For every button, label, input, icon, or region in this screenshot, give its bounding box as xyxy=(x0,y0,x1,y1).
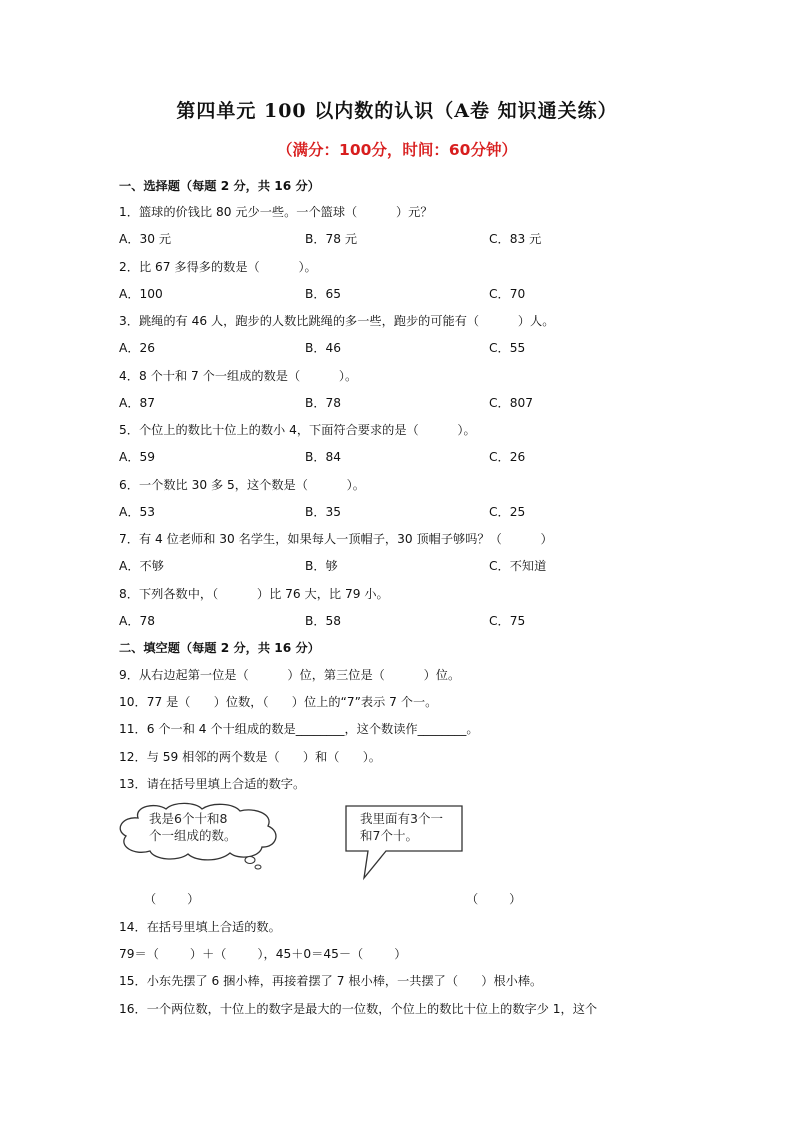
option-a: A．不够 xyxy=(119,559,164,573)
question-8: 8．下列各数中，（ ）比 76 大，比 79 小。 xyxy=(119,587,389,601)
question-15: 15．小东先摆了 6 捆小棒，再接着摆了 7 根小棒，一共摆了（ ）根小棒。 xyxy=(119,974,543,988)
question-7: 7．有 4 位老师和 30 名学生，如果每人一顶帽子，30 顶帽子够吗？（ ） xyxy=(119,532,553,546)
option-c: C．807 xyxy=(489,396,533,410)
option-c: C．83 元 xyxy=(489,232,542,246)
option-b: B．35 xyxy=(305,505,342,519)
question-14: 14．在括号里填上合适的数。 xyxy=(119,920,281,934)
option-b: B．78 元 xyxy=(305,232,358,246)
section-heading-choice: 一、选择题（每题 2 分，共 16 分） xyxy=(119,179,320,193)
option-b: B．84 xyxy=(305,450,342,464)
option-c: C．不知道 xyxy=(489,559,547,573)
option-a: A．53 xyxy=(119,505,156,519)
option-b: B．46 xyxy=(305,341,342,355)
option-c: C．70 xyxy=(489,287,526,301)
page-subtitle: （满分：100分，时间：60分钟） xyxy=(277,141,517,159)
question-6: 6．一个数比 30 多 5，这个数是（ ）。 xyxy=(119,478,365,492)
question-13: 13．请在括号里填上合适的数字。 xyxy=(119,777,306,791)
option-a: A．26 xyxy=(119,341,156,355)
question-9: 9．从右边起第一位是（ ）位，第三位是（ ）位。 xyxy=(119,668,461,682)
section-heading-fill: 二、填空题（每题 2 分，共 16 分） xyxy=(119,641,320,655)
question-10: 10．77 是（ ）位数，（ ）位上的“7”表示 7 个一。 xyxy=(119,695,438,709)
option-b: B．58 xyxy=(305,614,342,628)
question-1: 1．篮球的价钱比 80 元少一些。一个篮球（ ）元？ xyxy=(119,205,433,219)
question-16: 16．一个两位数，十位上的数字是最大的一位数，个位上的数比十位上的数字少 1，这个 xyxy=(119,1002,598,1016)
answer-paren-left[interactable]: （ ） xyxy=(144,892,200,906)
option-b: B．78 xyxy=(305,396,342,410)
option-b: B．够 xyxy=(305,559,338,573)
question-4: 4．8 个十和 7 个一组成的数是（ ）。 xyxy=(119,369,358,383)
answer-paren-right[interactable]: （ ） xyxy=(466,892,522,906)
option-b: B．65 xyxy=(305,287,342,301)
page-title: 第四单元 100 以内数的认识（A卷 知识通关练） xyxy=(176,100,618,122)
bubble-right-text: 我里面有3个一 和7个十。 xyxy=(360,811,443,843)
bubble-left-text: 我是6个十和8 个一组成的数。 xyxy=(149,811,237,843)
option-a: A．87 xyxy=(119,396,156,410)
option-a: A．30 元 xyxy=(119,232,172,246)
option-a: A．100 xyxy=(119,287,163,301)
question-5: 5．个位上的数比十位上的数小 4，下面符合要求的是（ ）。 xyxy=(119,423,476,437)
question-14-equations: 79＝（ ）＋（ ），45＋0＝45－（ ） xyxy=(119,947,407,961)
question-2: 2．比 67 多得多的数是（ ）。 xyxy=(119,260,317,274)
option-a: A．78 xyxy=(119,614,156,628)
question-12: 12．与 59 相邻的两个数是（ ）和（ ）。 xyxy=(119,750,381,764)
option-c: C．26 xyxy=(489,450,526,464)
option-a: A．59 xyxy=(119,450,156,464)
option-c: C．75 xyxy=(489,614,526,628)
option-c: C．55 xyxy=(489,341,526,355)
question-3: 3．跳绳的有 46 人，跑步的人数比跳绳的多一些，跑步的可能有（ ）人。 xyxy=(119,314,555,328)
option-c: C．25 xyxy=(489,505,526,519)
question-11: 11．6 个一和 4 个十组成的数是________，这个数读作________。 xyxy=(119,722,479,736)
